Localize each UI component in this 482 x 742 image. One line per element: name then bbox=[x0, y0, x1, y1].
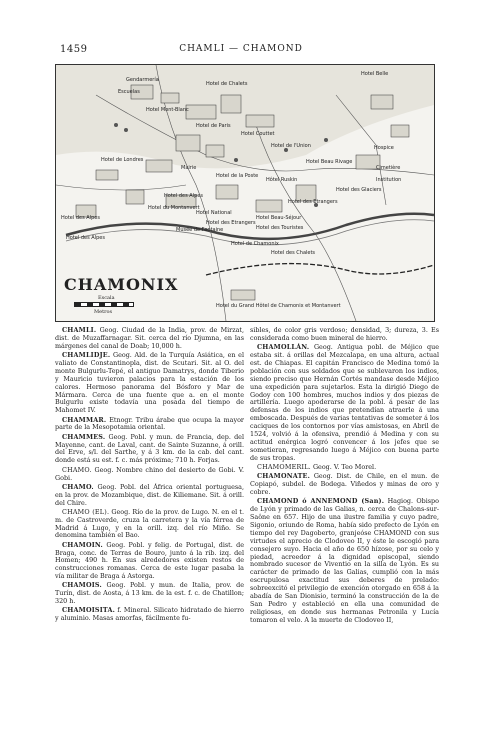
map-label: Escuelas bbox=[118, 89, 140, 95]
map-label: Musée de Fontaine bbox=[176, 227, 224, 233]
dictionary-entry bbox=[55, 467, 244, 483]
map-label: Hotel de Chalets bbox=[206, 81, 248, 87]
entry-body: Geog. Nombre chino del desierto de Gobi. V. Gobi. bbox=[55, 465, 244, 482]
dictionary-entry bbox=[55, 434, 244, 466]
map-label: Hotel National bbox=[196, 210, 232, 216]
dictionary-entry bbox=[55, 607, 244, 623]
dictionary-entry bbox=[250, 473, 439, 497]
entry-body: sibles, de color gris verdoso; densidad, 3; dureza, 3. Es considerada como buen mineral de hierro. bbox=[250, 326, 439, 342]
map-scale-bar bbox=[74, 302, 134, 307]
dictionary-entry bbox=[55, 484, 244, 508]
dictionary-entry bbox=[55, 327, 244, 351]
entry-body: Geog. Ciudad de la India, prov. de Mirzat, dist. de Muzaffarnagar. Sit. cerca del río Djumna, en las márgenes del canal de Doab; 10,000 h. bbox=[55, 326, 244, 350]
entry-headword: CHAMOIN. bbox=[62, 540, 103, 549]
dictionary-entry bbox=[250, 327, 439, 343]
entry-body: Etnogr. Tribu árabe que ocupa la mayor parte de la Mesopotamia oriental. bbox=[55, 415, 244, 432]
map-label: Hotel Belle bbox=[361, 71, 389, 77]
entry-headword: CHAMO (EL). bbox=[62, 507, 110, 516]
map-scale-label: Escala bbox=[98, 295, 115, 301]
entry-body: Geog. Ald. de la Turquía Asiática, en el valiato de Constantinopla, dist. de Scutari. Sit. al O. del monte Bulgurlu-Tepé, el antiguo Damatrys, donde Tiberio y Mauricio tuvieron palacios para la estación de los calores. Hermoso panorama del Bósforo y Mar de Mármara. Cerca de una fuente que a. en el monte Bulgurlu existe todavía una posada del tiempo de Mahomet IV. bbox=[55, 351, 244, 415]
map-label: Hotel des Alpes bbox=[164, 193, 203, 199]
map-label: Hotel des Alpes bbox=[61, 215, 100, 221]
map-label: Hotel Beau-Séjour bbox=[256, 215, 302, 221]
map-label: Hotel Couttet bbox=[241, 131, 275, 137]
map-label: Hotel des Etrangers bbox=[288, 199, 338, 205]
page-number: 1459 bbox=[60, 44, 88, 55]
map-label: Hotel Beau Rivage bbox=[306, 159, 353, 165]
entry-headword: CHAMONATE. bbox=[257, 472, 311, 481]
column-right bbox=[250, 327, 439, 725]
entry-headword: CHAMOMERIL. bbox=[257, 463, 311, 471]
entry-headword: CHAMMAR. bbox=[62, 415, 107, 424]
map-label: Hotel de Londres bbox=[101, 157, 144, 163]
entry-body: Geog. V. Teo Morel. bbox=[312, 463, 377, 471]
dictionary-entry bbox=[250, 344, 439, 463]
entry-body: Geog. Dist. de Chile, en el mun. de Copiapó, subdel. de Bodega. Viñedos y minas de oro y cobre. bbox=[250, 472, 439, 497]
town-map bbox=[55, 64, 435, 322]
map-label: Hotel des Alpes bbox=[66, 235, 105, 241]
map-title: CHAMONIX bbox=[64, 275, 179, 294]
entry-body: Geog. Río de la prov. de Lugo. N. en el t. m. de Castroverde, cruza la carretera y la vía férrea de Madrid á Lugo, y en la orill. izq. del río Miño. Se denomina también el Bao. bbox=[55, 507, 244, 540]
map-label: Institution bbox=[376, 177, 402, 183]
entry-headword: CHAMOLLÁN. bbox=[257, 343, 310, 352]
map-label: Hotel du Montanvert bbox=[148, 205, 200, 211]
dictionary-entry bbox=[250, 464, 439, 472]
entry-headword: CHAMO. bbox=[62, 465, 92, 474]
entry-body: Geog. Pobl. y mun. de Francia, dep. del Mayenne, cant. de Laval, cant. de Sainte Suzanne, á orill. del Erve, s/l. del Sarthe, y á 3 km. de la cab. del cant. donde está su est. f. c. más próxima; 710 h. Forjas. bbox=[55, 432, 244, 465]
entry-body: Geog. Antigua pobl. de Méjico que estaba sit. á orillas del Mezcalapa, en una altura, actual est. de Chiapas. El capitán Francisco de Medina tomó la población con sus soldados que se sublevaron los indios, siendo preciso que Hernán Cortés mandase desde Méjico una expedición para sujetarlos. Esta la dirigió Diego de Godoy con 100 hombres, muchos indios y dos piezas de artillería. Luego apoderarse de la pobl. á pesar de las defensas de los indios que pretendían atraerle á una emboscada. Después de varias tentativas de someter á los caciques de los contornos por vías amistosas, en Abril de 1524, volvió á la ofensiva, prendió á Medina y con su actitud enérgica logró convencer á los jefes que se sometieran, regresando luego á Méjico con buena parte de sus tropas. bbox=[250, 343, 439, 462]
dictionary-entry bbox=[55, 582, 244, 606]
entry-body: Geog. Pobl. y felig. de Portugal, dist. de Braga, conc. de Terras de Bouro, junto á la rib. izq. del Homen; 490 h. En sus alrededores existen restos de construcciones romanas. Cerca de este lugar pasaba la vía militar de Braga á Astorga. bbox=[55, 540, 244, 581]
map-label: Hotel Mont-Blanc bbox=[146, 107, 189, 113]
entry-headword: CHAMO. bbox=[62, 482, 94, 491]
map-label: Hotel des Touristes bbox=[256, 225, 304, 231]
map-label: Hotel des Glaciers bbox=[336, 187, 382, 193]
map-label: Cimetière bbox=[376, 165, 401, 171]
entry-headword: CHAMLIDJE. bbox=[62, 351, 111, 360]
dictionary-entry bbox=[55, 542, 244, 582]
running-head: CHAMLI — CHAMOND bbox=[179, 44, 303, 54]
dictionary-entry bbox=[55, 417, 244, 433]
map-label: Hotel de Chamonix bbox=[231, 241, 279, 247]
entry-headword: CHAMLI. bbox=[62, 326, 97, 334]
entry-headword: CHAMOISITA. bbox=[62, 606, 116, 615]
map-label: Mairie bbox=[181, 165, 197, 171]
entry-body: Geog. Pobl. del África oriental portuguesa, en la prov. de Mozambique, dist. de Kiliemane. Sit. á orill. del Chire. bbox=[55, 482, 244, 507]
entry-body: Geog. Pobl. y mun. de Italia, prov. de Turín, dist. de Aosta, á 13 km. de la est. f. c. de Chatillon; 320 h. bbox=[55, 581, 244, 606]
map-label: Hotel des Etrangers bbox=[206, 220, 256, 226]
map-label: Hotel des Chalets bbox=[271, 250, 316, 256]
dictionary-columns bbox=[55, 327, 439, 725]
map-label: Hôtel Ruskin bbox=[266, 177, 298, 183]
entry-headword: CHAMMES. bbox=[62, 432, 106, 441]
entry-headword: CHAMOND ó ANNEMOND (San). bbox=[257, 497, 385, 506]
map-label: Hospice bbox=[374, 145, 394, 151]
entry-body: Hagiog. Obispo de Lyón y primado de las Galias, n. cerca de Chalons-sur-Saône en 657. Hijo de una ilustre familia y cuyo padre, Sigonio, oriundo de Roma, había sido prefecto de Lyón en tiempo del rey Dagoberto, granjeóse CHAMOND con sus virtudes el aprecio de Clodoveo II, y éste le escogió para consejero suyo. Hacia el año de 650 hízose, por su celo y piedad, acreedor á la dignidad episcopal, siendo nombrado sucesor de Viventio en la silla de Lyón. Es su carácter de primado de las Galias, cumplió con la más escrupulosa exactitud sus deberes de prelado: sobreexcitó el privilegio de exención otorgado en 658 á la abadía de San Dionisio, terminó la construcción de la de San Pedro y estableció en ella una comunidad de religiosas, en donde sus hermanas Petronila y Lucía tomaron el velo. A la muerte de Clodoveo II, bbox=[250, 497, 439, 624]
dictionary-entry bbox=[250, 498, 439, 625]
map-label: Hotel du Grand Hôtel de Chamonix et Montanvert bbox=[216, 303, 341, 309]
map-label: Hotel de la Poste bbox=[216, 173, 259, 179]
entry-headword: CHAMOIS. bbox=[62, 581, 102, 590]
map-label: Gendarmería bbox=[126, 77, 159, 83]
dictionary-entry bbox=[55, 509, 244, 541]
dictionary-entry bbox=[55, 352, 244, 415]
map-scale-unit: Metros bbox=[94, 309, 113, 315]
map-label: Hotel de Paris bbox=[196, 123, 231, 129]
column-left bbox=[55, 327, 244, 725]
map-label: Hotel de l'Union bbox=[271, 143, 311, 149]
entry-body: f. Mineral. Silicato hidratado de hierro y aluminio. Masas amorfas, fácilmente fu- bbox=[55, 606, 244, 623]
